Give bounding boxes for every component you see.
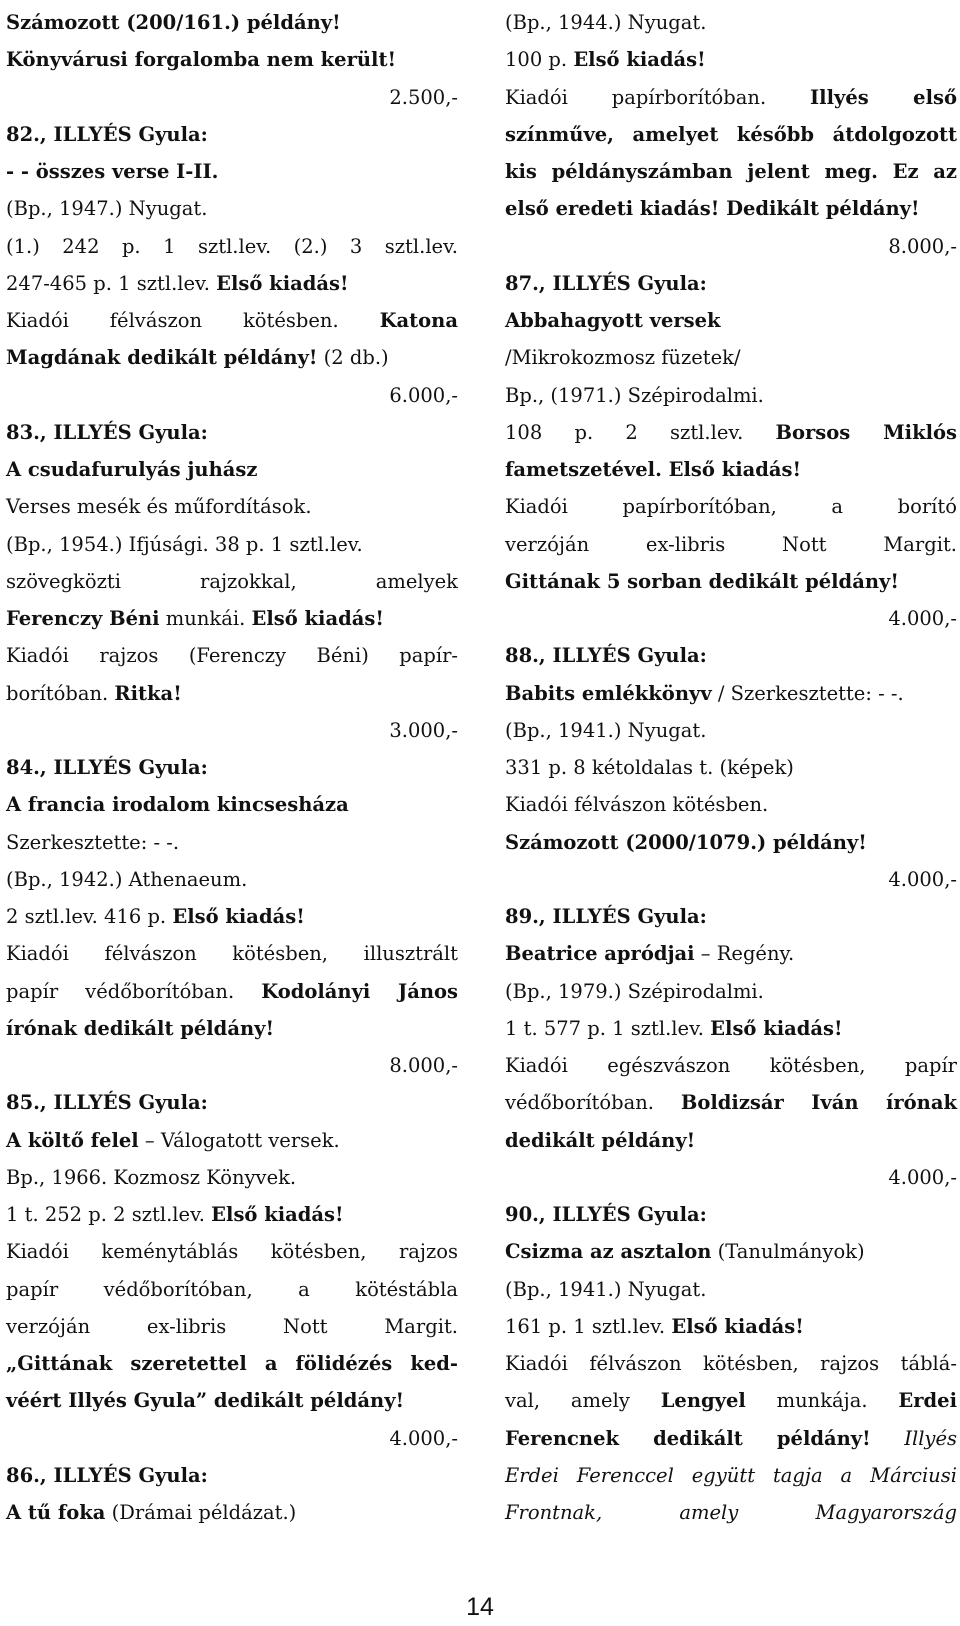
text-segment: – Regény. [694, 942, 795, 966]
text-segment: 82., ILLYÉS Gyula: [6, 122, 208, 146]
text-segment: első eredeti kiadás! Dedikált példány! [505, 197, 920, 221]
text-segment: (Bp., 1941.) Nyugat. [505, 718, 707, 742]
text-segment: Szerkesztette: - -. [6, 830, 180, 854]
text-segment: 86., ILLYÉS Gyula: [6, 1463, 208, 1487]
text-line [6, 488, 458, 525]
text-line [6, 339, 458, 376]
text-line [6, 1345, 458, 1382]
text-line [505, 824, 957, 861]
text-line [6, 1159, 458, 1196]
text-segment: Számozott (200/161.) példány! [6, 11, 341, 34]
text-line [6, 824, 458, 861]
text-segment: kis példányszámban jelent meg. Ez az [505, 160, 957, 183]
text-segment: 6.000,- [389, 383, 458, 407]
text-segment: Frontnak, amely Magyarország [505, 1501, 957, 1524]
text-segment: / Szerkesztette: - -. [711, 681, 904, 705]
text-line [505, 935, 957, 972]
text-line [6, 265, 458, 302]
text-segment: Kiadói rajzos (Ferenczy Béni) papír- [6, 644, 458, 668]
text-segment: borítóban. [6, 681, 115, 705]
text-segment [871, 1427, 905, 1450]
text-segment: Kiadói félvászon kötésben, illusztrált [6, 942, 458, 966]
text-segment: - - összes verse I-II. [6, 160, 219, 183]
text-segment: 2.500,- [389, 85, 458, 109]
text-line [6, 935, 458, 972]
text-segment: Csizma az asztalon [505, 1240, 712, 1264]
text-segment: val, amely [505, 1389, 661, 1413]
text-line [6, 116, 458, 153]
text-line [505, 265, 957, 302]
text-segment: Illyés első [810, 85, 957, 109]
text-segment: 1 t. 252 p. 2 sztl.lev. [6, 1203, 212, 1226]
text-segment: Első kiadás! [211, 1203, 344, 1226]
right-column [505, 4, 957, 1531]
text-line [505, 153, 957, 190]
text-segment: 161 p. 1 sztl.lev. [505, 1314, 672, 1338]
text-line [505, 116, 957, 153]
text-segment: Számozott (2000/1079.) példány! [505, 830, 867, 854]
text-line [505, 749, 957, 786]
text-line [6, 1382, 458, 1419]
text-segment: papír védőborítóban. [6, 979, 262, 1003]
text-line [6, 675, 458, 712]
text-segment: Katona [379, 309, 458, 332]
text-segment: fametszetével. Első kiadás! [505, 458, 802, 481]
text-line [6, 861, 458, 898]
text-line [6, 1494, 458, 1531]
text-line [6, 1271, 458, 1308]
text-line [505, 1047, 957, 1084]
text-segment: Ritka! [114, 681, 182, 705]
text-segment: Első kiadás! [172, 905, 305, 928]
text-segment: 87., ILLYÉS Gyula: [505, 271, 707, 295]
text-line [505, 451, 957, 488]
text-line [505, 414, 957, 451]
text-segment: Magdának dedikált példány! [6, 346, 318, 370]
text-line [505, 675, 957, 712]
text-segment: (Bp., 1941.) Nyugat. [505, 1277, 707, 1301]
text-segment: Verses mesék és műfordítások. [6, 495, 312, 519]
text-line [6, 302, 458, 339]
text-segment: írónak dedikált példány! [6, 1016, 275, 1040]
text-segment: 4.000,- [888, 607, 957, 630]
text-segment: Kodolányi János [261, 979, 458, 1003]
text-segment: 108 p. 2 sztl.lev. [505, 420, 776, 444]
text-segment: 3.000,- [389, 718, 458, 742]
text-line [505, 861, 957, 898]
text-segment: munkája. [745, 1389, 899, 1413]
text-line [505, 190, 957, 227]
text-segment: Első kiadás! [216, 271, 349, 295]
text-line [6, 1084, 458, 1121]
text-line [6, 637, 458, 674]
text-line [505, 4, 957, 41]
text-segment: Erdei Ferenccel együtt tagja a Márciusi [505, 1463, 957, 1487]
text-segment: A francia irodalom kincsesháza [6, 793, 349, 817]
text-line [505, 339, 957, 376]
text-segment: – Válogatott versek. [138, 1128, 340, 1152]
text-segment: (1.) 242 p. 1 sztl.lev. (2.) 3 sztl.lev. [6, 234, 458, 258]
text-segment: Kiadói félvászon kötésben, rajzos táblá- [505, 1352, 957, 1375]
text-line [505, 786, 957, 823]
text-line [505, 1010, 957, 1047]
text-segment: Kiadói félvászon kötésben. [6, 309, 380, 332]
text-segment: Első kiadás! [251, 607, 384, 630]
text-line [505, 973, 957, 1010]
text-segment: Könyvárusi forgalomba nem került! [6, 48, 397, 72]
text-line [6, 228, 458, 265]
text-segment: védőborítóban. [505, 1091, 681, 1115]
text-segment: Illyés [904, 1426, 957, 1450]
text-segment: „Gittának szeretettel a fölidézés ked- [6, 1352, 458, 1375]
text-segment: 331 p. 8 kétoldalas t. (képek) [505, 756, 794, 779]
text-segment: Borsos Miklós [775, 420, 957, 444]
text-line [505, 563, 957, 600]
text-line [505, 526, 957, 563]
text-segment: Bp., 1966. Kozmosz Könyvek. [6, 1165, 297, 1189]
text-segment: 2 sztl.lev. 416 p. [6, 905, 173, 928]
text-line [6, 786, 458, 823]
text-line [6, 190, 458, 227]
text-line [505, 1271, 957, 1308]
text-line [6, 563, 458, 600]
text-segment: 84., ILLYÉS Gyula: [6, 756, 208, 779]
text-line [6, 898, 458, 935]
text-line [505, 377, 957, 414]
text-line [6, 1457, 458, 1494]
text-segment: Első kiadás! [671, 1314, 804, 1338]
text-segment: (Tanulmányok) [711, 1240, 865, 1264]
text-line [505, 637, 957, 674]
text-line [505, 1457, 957, 1494]
text-segment: 247-465 p. 1 sztl.lev. [6, 271, 217, 295]
text-segment: Gittának 5 sorban dedikált példány! [505, 569, 899, 593]
text-segment: Kiadói félvászon kötésben. [505, 793, 769, 817]
text-line [6, 1233, 458, 1270]
text-segment: színműve, amelyet később átdolgozott [505, 122, 957, 146]
text-line [505, 1494, 957, 1531]
text-line [505, 302, 957, 339]
text-line [505, 712, 957, 749]
text-segment: 100 p. [505, 48, 574, 72]
text-segment: (Drámai példázat.) [105, 1501, 297, 1524]
text-segment: 4.000,- [888, 1165, 957, 1189]
text-segment: Bp., (1971.) Szépirodalmi. [505, 383, 764, 407]
text-line [505, 1382, 957, 1419]
text-line [505, 1345, 957, 1382]
left-column [6, 4, 458, 1531]
text-segment: Boldizsár Iván írónak [680, 1091, 957, 1115]
text-line [6, 79, 458, 116]
text-segment: 8.000,- [389, 1054, 458, 1077]
text-line [6, 1047, 458, 1084]
text-segment: 89., ILLYÉS Gyula: [505, 905, 707, 928]
text-segment: (Bp., 1944.) Nyugat. [505, 11, 707, 34]
text-segment: Első kiadás! [710, 1016, 843, 1040]
text-line [505, 1233, 957, 1270]
text-line [6, 414, 458, 451]
text-segment: verzóján ex-libris Nott Margit. [505, 532, 957, 556]
text-segment: 4.000,- [389, 1426, 458, 1450]
text-segment: Beatrice apródjai [505, 942, 695, 966]
text-line [6, 1196, 458, 1233]
text-line [505, 1196, 957, 1233]
text-line [6, 4, 458, 41]
text-segment: A tű foka [6, 1501, 106, 1524]
text-line [6, 973, 458, 1010]
text-line [505, 1420, 957, 1457]
text-line [6, 1122, 458, 1159]
text-line [505, 1122, 957, 1159]
page-number: 14 [466, 1593, 494, 1621]
text-segment: (Bp., 1979.) Szépirodalmi. [505, 979, 764, 1003]
text-segment: papír védőborítóban, a kötéstábla [6, 1277, 458, 1301]
text-segment: Ferenczy Béni [6, 607, 160, 630]
text-line [505, 898, 957, 935]
text-segment: Kiadói papírborítóban. [505, 85, 811, 109]
text-line [6, 377, 458, 414]
text-segment: 85., ILLYÉS Gyula: [6, 1091, 208, 1115]
text-segment: Első kiadás! [573, 48, 706, 72]
text-line [505, 1159, 957, 1196]
text-segment: Erdei [898, 1389, 957, 1413]
text-line [505, 488, 957, 525]
text-line [6, 712, 458, 749]
text-line [6, 41, 458, 78]
text-segment: /Mikrokozmosz füzetek/ [505, 346, 741, 370]
text-segment: Lengyel [660, 1389, 746, 1413]
text-segment: (Bp., 1942.) Athenaeum. [6, 867, 248, 891]
text-line [505, 228, 957, 265]
text-segment: Kiadói egészvászon kötésben, papír [505, 1054, 957, 1077]
text-segment: dedikált példány! [505, 1128, 696, 1152]
text-segment: Kiadói papírborítóban, a borító [505, 495, 957, 519]
text-segment: 90., ILLYÉS Gyula: [505, 1203, 707, 1226]
text-segment: verzóján ex-libris Nott Margit. [6, 1314, 458, 1338]
text-segment: A csudafurulyás juhász [6, 458, 258, 481]
text-line [6, 153, 458, 190]
text-line [6, 749, 458, 786]
text-segment: (Bp., 1947.) Nyugat. [6, 197, 208, 221]
text-line [505, 79, 957, 116]
text-segment: Babits emlékkönyv [505, 681, 712, 705]
text-segment: szövegközti rajzokkal, amelyek [6, 569, 458, 593]
text-line [505, 1084, 957, 1121]
text-line [6, 1420, 458, 1457]
text-segment: Kiadói keménytáblás kötésben, rajzos [6, 1240, 458, 1264]
text-line [505, 1308, 957, 1345]
text-line [6, 451, 458, 488]
text-line [6, 526, 458, 563]
text-segment: munkái. [159, 607, 252, 630]
text-segment: 83., ILLYÉS Gyula: [6, 420, 208, 444]
text-line [6, 1010, 458, 1047]
text-segment: Ferencnek dedikált példány! [505, 1426, 871, 1450]
text-segment: véért Illyés Gyula” dedikált példány! [6, 1389, 405, 1413]
text-segment: 1 t. 577 p. 1 sztl.lev. [505, 1016, 711, 1040]
text-line [6, 600, 458, 637]
text-segment: (Bp., 1954.) Ifjúsági. 38 p. 1 sztl.lev. [6, 532, 363, 556]
text-line [505, 41, 957, 78]
text-line [505, 600, 957, 637]
text-segment: 88., ILLYÉS Gyula: [505, 644, 707, 668]
text-line [6, 1308, 458, 1345]
text-segment: 8.000,- [888, 234, 957, 258]
text-segment: Abbahagyott versek [505, 309, 721, 332]
text-segment: A költő felel [6, 1128, 139, 1152]
text-segment: 4.000,- [888, 867, 957, 891]
text-segment: (2 db.) [317, 346, 389, 370]
